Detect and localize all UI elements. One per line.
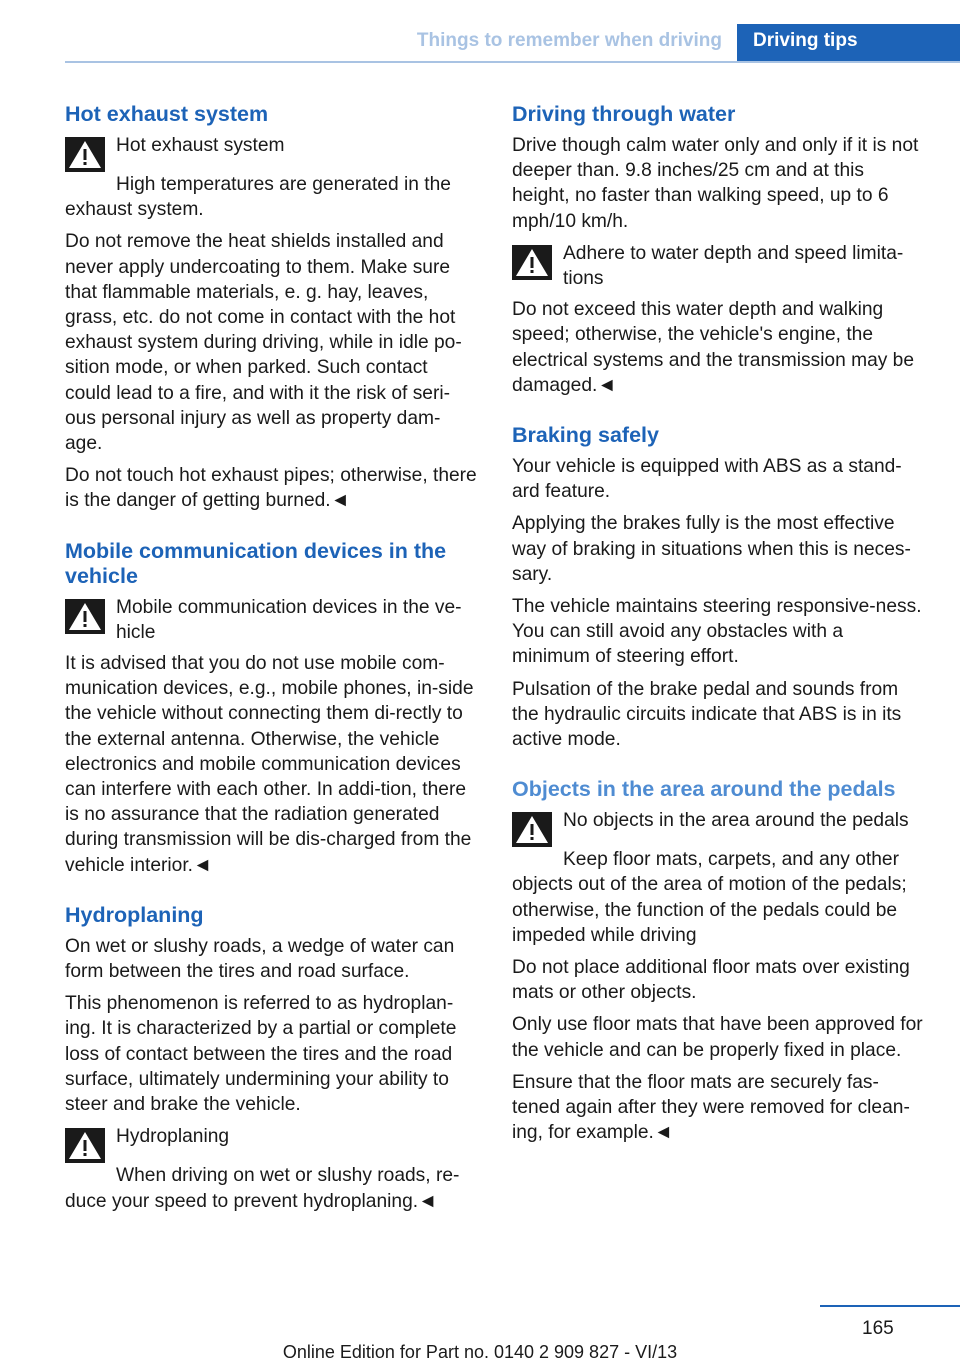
warning-title: Mobile communication devices in the ve-hicle <box>116 596 462 643</box>
paragraph: Do not place additional floor mats over existing mats or other objects. <box>512 957 910 1004</box>
warning-triangle-icon <box>65 137 105 172</box>
left-column <box>65 102 477 1221</box>
paragraph: Drive though calm water only and only if it is not deeper than. 9.8 inches/25 cm and at this height, no faster than walking speed, up to 6 mph/10 km/h. <box>512 135 919 232</box>
paragraph: Applying the brakes fully is the most effective way of braking in situations when this is neces-sary. <box>512 513 911 585</box>
header-section-title: Things to remember when driving <box>416 30 722 51</box>
paragraph: Do not touch hot exhaust pipes; otherwise, there is the danger of getting burned.◄ <box>65 465 477 512</box>
paragraph: This phenomenon is referred to as hydroplan-ing. It is characterized by a partial or complete loss of contact between the tires and the road surface, ultimately undermining your ability to steer and brake the vehicle. <box>65 993 457 1116</box>
warning-hydroplaning <box>65 1124 477 1163</box>
paragraph: Only use floor mats that have been approved for the vehicle and can be properly fixed in place. <box>512 1014 923 1061</box>
warning-pedals <box>512 808 924 847</box>
warning-water-depth <box>512 241 924 297</box>
header-rule <box>65 61 960 63</box>
paragraph: Do not remove the heat shields installed and never apply undercoating to them. Make sure that flammable materials, e. g. hay, leaves, grass, etc. do not come in contact with the hot exhaust system during driving, while in idle po-sition mode, or when parked. Such contact could lead to a fire, and with it the risk of seri-ous personal injury as well as property dam-age. <box>65 231 462 455</box>
paragraph: On wet or slushy roads, a wedge of water can form between the tires and road surface. <box>65 935 455 983</box>
page-header <box>0 0 960 62</box>
heading-braking-safely: Braking safely <box>512 423 659 448</box>
heading-objects-pedals: Objects in the area around the pedals <box>512 777 896 802</box>
warning-hot-exhaust <box>65 133 477 172</box>
warning-triangle-icon <box>512 245 552 280</box>
heading-hydroplaning: Hydroplaning <box>65 902 204 927</box>
warning-title: Adhere to water depth and speed limita-tions <box>563 242 904 290</box>
paragraph: It is advised that you do not use mobile com-munication devices, e.g., mobile phones, in-side the vehicle without connecting them di-rectly to the external antenna. Otherwise, the vehicle electronics and mobile communication devices can interfere with each other. In addi-tion, there is no assurance that the radiation generated during transmission will be dis-charged from the vehicle interior.◄ <box>65 653 474 876</box>
paragraph: Pulsation of the brake pedal and sounds from the hydraulic circuits indicate that ABS is in its active mode. <box>512 678 902 751</box>
paragraph: Ensure that the floor mats are securely fas-tened again after they were removed for clean-ing, for example.◄ <box>512 1071 910 1144</box>
warning-text: High temperatures are generated in the exhaust system. <box>65 174 451 221</box>
warning-text: Keep floor mats, carpets, and any other objects out of the area of motion of the pedals; otherwise, the function of the pedals could be impeded while driving <box>512 849 907 946</box>
page-number: 165 <box>862 1318 894 1339</box>
warning-mobile-devices <box>65 595 477 651</box>
warning-title: Hydroplaning <box>116 1126 230 1148</box>
paragraph: The vehicle maintains steering responsive-ness. You can still avoid any obstacles with a minimum of steering effort. <box>512 596 922 668</box>
paragraph: Your vehicle is equipped with ABS as a stand-ard feature. <box>512 456 902 503</box>
warning-triangle-icon <box>65 1128 105 1163</box>
warning-triangle-icon <box>65 599 105 634</box>
warning-title: Hot exhaust system <box>116 135 285 156</box>
footer-rule <box>820 1305 960 1307</box>
right-column <box>512 102 924 1153</box>
heading-hot-exhaust: Hot exhaust system <box>65 102 269 126</box>
header-chapter-tab: Driving tips <box>737 24 960 62</box>
edition-line: Online Edition for Part no. 0140 2 909 827 - VI/13 <box>282 1342 678 1362</box>
warning-title: No objects in the area around the pedals <box>563 810 909 832</box>
warning-text: When driving on wet or slushy roads, re-duce your speed to prevent hydroplaning.◄ <box>65 1165 460 1212</box>
warning-triangle-icon <box>512 812 552 847</box>
heading-mobile-devices: Mobile communication devices in the vehicle <box>65 538 447 588</box>
heading-driving-through-water: Driving through water <box>512 102 736 126</box>
paragraph: Do not exceed this water depth and walking speed; otherwise, the vehicle's engine, the electrical systems and the transmission may be damaged.◄ <box>512 299 915 396</box>
